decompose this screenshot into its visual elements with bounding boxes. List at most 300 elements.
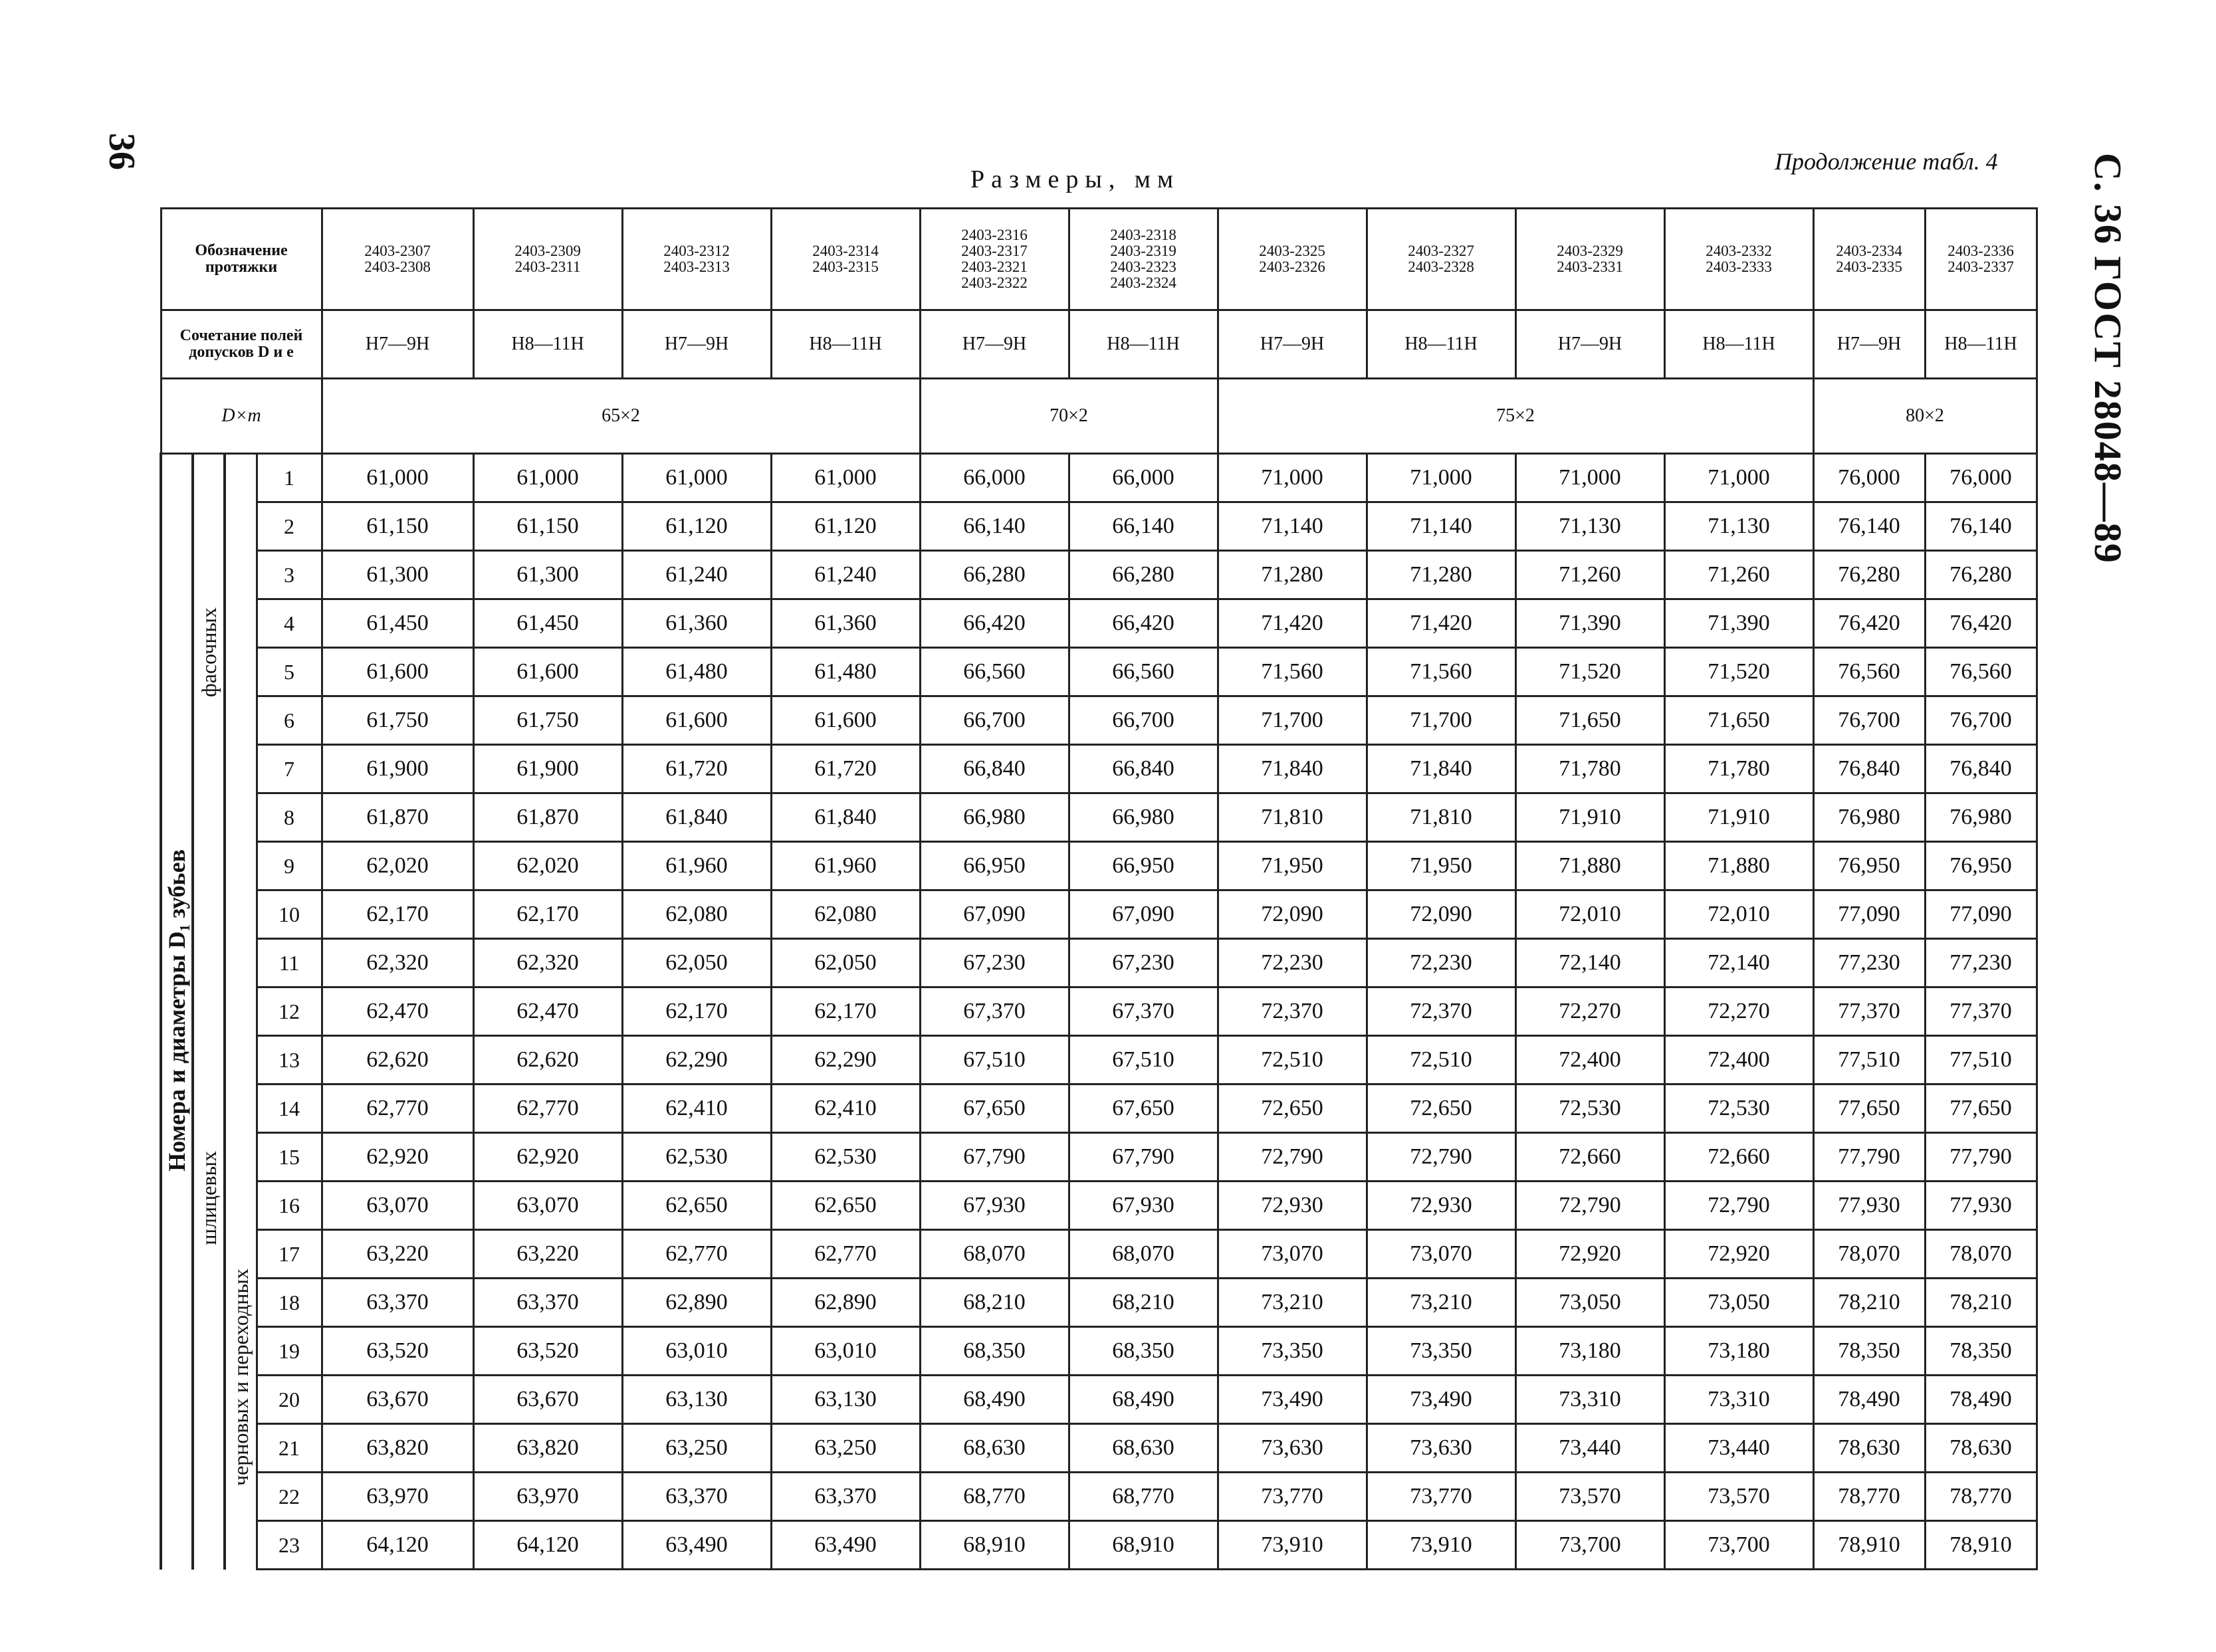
diameter-value: 68,350 <box>920 1327 1069 1376</box>
diameter-value: 68,070 <box>920 1230 1069 1279</box>
diameter-value: 71,810 <box>1367 793 1515 842</box>
diameter-value: 62,170 <box>622 987 771 1036</box>
diameter-value: 63,370 <box>622 1473 771 1521</box>
diameter-value: 68,630 <box>920 1424 1069 1473</box>
diameter-value: 71,280 <box>1367 551 1515 599</box>
diameter-value: 72,920 <box>1515 1230 1664 1279</box>
tooth-number: 2 <box>257 502 322 551</box>
diameter-value: 71,950 <box>1218 842 1367 890</box>
diameter-value: 62,410 <box>622 1084 771 1133</box>
diameter-value: 61,000 <box>322 454 473 502</box>
diameter-value: 61,480 <box>622 648 771 696</box>
diameter-value: 71,000 <box>1664 454 1813 502</box>
designation-code-line: 2403-2308 <box>364 258 431 275</box>
diameter-value: 62,020 <box>473 842 622 890</box>
diameter-value: 77,930 <box>1813 1182 1925 1230</box>
diameter-value: 72,090 <box>1367 890 1515 939</box>
designation-code-line: 2403-2317 <box>961 242 1028 259</box>
diameter-value: 63,250 <box>622 1424 771 1473</box>
designation-code-line: 2403-2313 <box>663 258 730 275</box>
designation-code-line: 2403-2329 <box>1557 242 1623 259</box>
table-row <box>161 1327 2037 1376</box>
diameter-value: 62,920 <box>473 1133 622 1182</box>
table-row <box>161 987 2037 1036</box>
table-row <box>161 939 2037 987</box>
diameter-value: 73,350 <box>1218 1327 1367 1376</box>
diameter-value: 77,090 <box>1813 890 1925 939</box>
tooth-number: 22 <box>257 1473 322 1521</box>
diameter-value: 61,900 <box>322 745 473 793</box>
diameter-value: 67,510 <box>1069 1036 1218 1084</box>
diameter-value: 61,840 <box>771 793 920 842</box>
designation-code <box>1515 209 1664 310</box>
diameter-value: 62,530 <box>622 1133 771 1182</box>
diameter-value: 62,020 <box>322 842 473 890</box>
diameter-value: 76,980 <box>1813 793 1925 842</box>
diameter-value: 72,530 <box>1515 1084 1664 1133</box>
diameter-value: 66,560 <box>1069 648 1218 696</box>
diameter-value: 68,350 <box>1069 1327 1218 1376</box>
diameter-value: 71,780 <box>1515 745 1664 793</box>
designation-label: Обозначение протяжки <box>161 209 322 310</box>
diameter-value: 73,490 <box>1218 1376 1367 1424</box>
designation-code-line: 2403-2333 <box>1706 258 1772 275</box>
diameter-value: 71,260 <box>1664 551 1813 599</box>
dimensions-table <box>160 207 2038 1570</box>
diameter-value: 61,300 <box>322 551 473 599</box>
diameter-value: 78,070 <box>1813 1230 1925 1279</box>
diameter-value: 61,840 <box>622 793 771 842</box>
designation-code <box>1367 209 1515 310</box>
diameter-value: 61,600 <box>622 696 771 745</box>
diameter-value: 73,310 <box>1515 1376 1664 1424</box>
dxm-group: 75×2 <box>1218 379 1813 454</box>
diameter-value: 73,910 <box>1367 1521 1515 1570</box>
table-row <box>161 1376 2037 1424</box>
diameter-value: 77,790 <box>1813 1133 1925 1182</box>
tooth-number: 14 <box>257 1084 322 1133</box>
diameter-value: 72,530 <box>1664 1084 1813 1133</box>
diameter-value: 71,390 <box>1515 599 1664 648</box>
table-row <box>161 1133 2037 1182</box>
diameter-value: 76,700 <box>1813 696 1925 745</box>
diameter-value: 76,560 <box>1925 648 2037 696</box>
diameter-value: 63,070 <box>322 1182 473 1230</box>
diameter-value: 63,490 <box>622 1521 771 1570</box>
diameter-value: 71,650 <box>1664 696 1813 745</box>
diameter-value: 61,360 <box>622 599 771 648</box>
diameter-value: 78,910 <box>1925 1521 2037 1570</box>
diameter-value: 72,790 <box>1218 1133 1367 1182</box>
diameter-value: 67,510 <box>920 1036 1069 1084</box>
diameter-value: 64,120 <box>322 1521 473 1570</box>
diameter-value: 61,360 <box>771 599 920 648</box>
diameter-value: 66,280 <box>1069 551 1218 599</box>
diameter-value: 61,600 <box>322 648 473 696</box>
diameter-value: 71,140 <box>1218 502 1367 551</box>
diameter-value: 73,910 <box>1218 1521 1367 1570</box>
diameter-value: 61,120 <box>771 502 920 551</box>
diameter-value: 63,220 <box>473 1230 622 1279</box>
diameter-value: 72,010 <box>1664 890 1813 939</box>
diameter-value: 68,070 <box>1069 1230 1218 1279</box>
diameter-value: 71,810 <box>1218 793 1367 842</box>
diameter-value: 62,050 <box>771 939 920 987</box>
diameter-value: 62,290 <box>622 1036 771 1084</box>
tolerance-cell: H7—9H <box>1813 310 1925 379</box>
diameter-value: 72,930 <box>1218 1182 1367 1230</box>
diameter-value: 78,770 <box>1925 1473 2037 1521</box>
tolerance-cell: H8—11H <box>1664 310 1813 379</box>
diameter-value: 71,420 <box>1218 599 1367 648</box>
designation-code-line: 2403-2319 <box>1110 242 1176 259</box>
tolerance-cell: H7—9H <box>1218 310 1367 379</box>
diameter-value: 73,310 <box>1664 1376 1813 1424</box>
designation-code-line: 2403-2316 <box>961 226 1028 243</box>
diameter-value: 73,180 <box>1664 1327 1813 1376</box>
diameter-value: 63,010 <box>622 1327 771 1376</box>
tooth-number: 13 <box>257 1036 322 1084</box>
tolerance-cell: H8—11H <box>771 310 920 379</box>
designation-code-line: 2403-2335 <box>1836 258 1902 275</box>
diameter-value: 73,700 <box>1664 1521 1813 1570</box>
tolerance-cell: H8—11H <box>1069 310 1218 379</box>
diameter-value: 72,230 <box>1367 939 1515 987</box>
diameter-value: 76,700 <box>1925 696 2037 745</box>
designation-code-line: 2403-2307 <box>364 242 431 259</box>
designation-code-line: 2403-2309 <box>514 242 581 259</box>
diameter-value: 63,070 <box>473 1182 622 1230</box>
diameter-value: 72,400 <box>1664 1036 1813 1084</box>
diameter-value: 62,650 <box>622 1182 771 1230</box>
diameter-value: 63,820 <box>322 1424 473 1473</box>
diameter-value: 78,910 <box>1813 1521 1925 1570</box>
diameter-value: 64,120 <box>473 1521 622 1570</box>
diameter-value: 73,050 <box>1664 1279 1813 1327</box>
diameter-value: 77,230 <box>1813 939 1925 987</box>
tooth-number: 18 <box>257 1279 322 1327</box>
designation-code-line: 2403-2312 <box>663 242 730 259</box>
diameter-value: 76,280 <box>1925 551 2037 599</box>
diameter-value: 76,140 <box>1925 502 2037 551</box>
diameter-value: 71,910 <box>1515 793 1664 842</box>
table-title: Размеры, мм <box>970 165 1180 193</box>
diameter-value: 67,790 <box>1069 1133 1218 1182</box>
diameter-value: 71,780 <box>1664 745 1813 793</box>
diameter-value: 62,320 <box>473 939 622 987</box>
diameter-value: 62,410 <box>771 1084 920 1133</box>
diameter-value: 76,840 <box>1813 745 1925 793</box>
dxm-group: 80×2 <box>1813 379 2037 454</box>
diameter-value: 71,880 <box>1515 842 1664 890</box>
diameter-value: 61,300 <box>473 551 622 599</box>
header-tolerance-row <box>161 310 2037 379</box>
diameter-value: 61,600 <box>473 648 622 696</box>
diameter-value: 68,910 <box>1069 1521 1218 1570</box>
diameter-value: 73,570 <box>1515 1473 1664 1521</box>
diameter-value: 63,520 <box>473 1327 622 1376</box>
designation-code-line: 2403-2322 <box>961 274 1028 292</box>
standard-header: С. 36 ГОСТ 28048—89 <box>2086 153 2130 564</box>
tooth-number: 11 <box>257 939 322 987</box>
tooth-number: 1 <box>257 454 322 502</box>
tooth-number: 20 <box>257 1376 322 1424</box>
diameter-value: 73,700 <box>1515 1521 1664 1570</box>
diameter-value: 78,350 <box>1813 1327 1925 1376</box>
designation-code-line: 2403-2324 <box>1110 274 1176 292</box>
diameter-value: 71,840 <box>1367 745 1515 793</box>
diameter-value: 73,070 <box>1367 1230 1515 1279</box>
diameter-value: 67,650 <box>920 1084 1069 1133</box>
diameter-value: 61,750 <box>473 696 622 745</box>
tooth-number: 19 <box>257 1327 322 1376</box>
diameter-value: 71,650 <box>1515 696 1664 745</box>
tolerance-label: Сочетание полей допусков D и e <box>161 310 322 379</box>
diameter-value: 61,870 <box>473 793 622 842</box>
diameter-value: 71,420 <box>1367 599 1515 648</box>
diameter-value: 66,980 <box>1069 793 1218 842</box>
designation-code <box>1069 209 1218 310</box>
diameter-value: 73,630 <box>1367 1424 1515 1473</box>
dxm-group: 65×2 <box>322 379 920 454</box>
diameter-value: 61,000 <box>622 454 771 502</box>
designation-code-line: 2403-2334 <box>1836 242 1902 259</box>
table-row <box>161 842 2037 890</box>
diameter-value: 76,560 <box>1813 648 1925 696</box>
table-row <box>161 502 2037 551</box>
diameter-value: 68,770 <box>1069 1473 1218 1521</box>
continuation-label: Продолжение табл. 4 <box>1775 148 1998 175</box>
diameter-value: 63,370 <box>771 1473 920 1521</box>
diameter-value: 72,270 <box>1664 987 1813 1036</box>
diameter-value: 63,820 <box>473 1424 622 1473</box>
diameter-value: 61,240 <box>622 551 771 599</box>
tooth-number: 4 <box>257 599 322 648</box>
diameter-value: 62,650 <box>771 1182 920 1230</box>
diameter-value: 66,420 <box>1069 599 1218 648</box>
diameter-value: 73,770 <box>1218 1473 1367 1521</box>
diameter-value: 62,530 <box>771 1133 920 1182</box>
diameter-value: 63,130 <box>771 1376 920 1424</box>
diameter-value: 78,630 <box>1925 1424 2037 1473</box>
diameter-value: 71,700 <box>1218 696 1367 745</box>
diameter-value: 63,490 <box>771 1521 920 1570</box>
designation-code-line: 2403-2311 <box>514 258 581 275</box>
designation-code-line: 2403-2325 <box>1259 242 1325 259</box>
diameter-value: 76,000 <box>1813 454 1925 502</box>
diameter-value: 72,010 <box>1515 890 1664 939</box>
diameter-value: 61,000 <box>473 454 622 502</box>
diameter-value: 73,210 <box>1218 1279 1367 1327</box>
diameter-value: 73,490 <box>1367 1376 1515 1424</box>
diameter-value: 68,210 <box>920 1279 1069 1327</box>
splined-label-cell <box>193 454 225 1570</box>
diameter-value: 66,000 <box>920 454 1069 502</box>
diameter-value: 78,210 <box>1813 1279 1925 1327</box>
diameter-value: 73,440 <box>1515 1424 1664 1473</box>
diameter-value: 72,660 <box>1664 1133 1813 1182</box>
diameter-value: 71,520 <box>1515 648 1664 696</box>
diameter-value: 76,420 <box>1925 599 2037 648</box>
splined-label: шлицевых <box>196 1151 221 1245</box>
designation-code-line: 2403-2326 <box>1259 258 1325 275</box>
diameter-value: 67,230 <box>1069 939 1218 987</box>
diameter-value: 62,770 <box>322 1084 473 1133</box>
designation-code-line: 2403-2331 <box>1557 258 1623 275</box>
diameter-value: 77,230 <box>1925 939 2037 987</box>
designation-code-line: 2403-2332 <box>1706 242 1772 259</box>
diameter-value: 61,960 <box>771 842 920 890</box>
diameter-value: 68,910 <box>920 1521 1069 1570</box>
tooth-number: 8 <box>257 793 322 842</box>
tolerance-cell: H8—11H <box>473 310 622 379</box>
tolerance-cell: H7—9H <box>920 310 1069 379</box>
table-row <box>161 1036 2037 1084</box>
diameter-value: 67,790 <box>920 1133 1069 1182</box>
diameter-value: 72,930 <box>1367 1182 1515 1230</box>
main-side-label-cell <box>161 454 193 1570</box>
designation-code-line: 2403-2318 <box>1110 226 1176 243</box>
diameter-value: 72,650 <box>1367 1084 1515 1133</box>
diameter-value: 72,790 <box>1515 1182 1664 1230</box>
diameter-value: 71,130 <box>1664 502 1813 551</box>
table-row <box>161 1473 2037 1521</box>
diameter-value: 61,720 <box>622 745 771 793</box>
diameter-value: 73,570 <box>1664 1473 1813 1521</box>
diameter-value: 68,490 <box>920 1376 1069 1424</box>
table-row <box>161 745 2037 793</box>
diameter-value: 71,390 <box>1664 599 1813 648</box>
diameter-value: 66,840 <box>920 745 1069 793</box>
table-row <box>161 1521 2037 1570</box>
diameter-value: 73,630 <box>1218 1424 1367 1473</box>
diameter-value: 76,000 <box>1925 454 2037 502</box>
diameter-value: 61,750 <box>322 696 473 745</box>
diameter-value: 63,970 <box>322 1473 473 1521</box>
diameter-value: 68,210 <box>1069 1279 1218 1327</box>
tooth-number: 16 <box>257 1182 322 1230</box>
diameter-value: 76,280 <box>1813 551 1925 599</box>
diameter-value: 62,170 <box>322 890 473 939</box>
diameter-value: 62,320 <box>322 939 473 987</box>
diameter-value: 62,770 <box>771 1230 920 1279</box>
diameter-value: 76,840 <box>1925 745 2037 793</box>
diameter-value: 73,770 <box>1367 1473 1515 1521</box>
diameter-value: 71,840 <box>1218 745 1367 793</box>
diameter-value: 77,650 <box>1813 1084 1925 1133</box>
diameter-value: 61,480 <box>771 648 920 696</box>
tooth-number: 17 <box>257 1230 322 1279</box>
diameter-value: 62,770 <box>622 1230 771 1279</box>
diameter-value: 67,230 <box>920 939 1069 987</box>
diameter-value: 61,150 <box>322 502 473 551</box>
diameter-value: 62,770 <box>473 1084 622 1133</box>
diameter-value: 66,700 <box>920 696 1069 745</box>
diameter-value: 63,670 <box>322 1376 473 1424</box>
table-row <box>161 793 2037 842</box>
diameter-value: 73,180 <box>1515 1327 1664 1376</box>
diameter-value: 62,470 <box>322 987 473 1036</box>
diameter-value: 66,700 <box>1069 696 1218 745</box>
diameter-value: 78,630 <box>1813 1424 1925 1473</box>
diameter-value: 62,050 <box>622 939 771 987</box>
table-row <box>161 1279 2037 1327</box>
diameter-value: 71,950 <box>1367 842 1515 890</box>
diameter-value: 77,510 <box>1813 1036 1925 1084</box>
diameter-value: 61,000 <box>771 454 920 502</box>
diameter-value: 62,080 <box>622 890 771 939</box>
diameter-value: 71,000 <box>1515 454 1664 502</box>
diameter-value: 72,510 <box>1218 1036 1367 1084</box>
tooth-number: 9 <box>257 842 322 890</box>
diameter-value: 67,370 <box>920 987 1069 1036</box>
diameter-value: 72,660 <box>1515 1133 1664 1182</box>
designation-code-line: 2403-2321 <box>961 258 1028 275</box>
diameter-value: 63,370 <box>322 1279 473 1327</box>
diameter-value: 72,400 <box>1515 1036 1664 1084</box>
header-designation-row <box>161 209 2037 310</box>
tolerance-cell: H7—9H <box>322 310 473 379</box>
diameter-value: 76,950 <box>1813 842 1925 890</box>
diameter-value: 61,450 <box>322 599 473 648</box>
designation-code <box>771 209 920 310</box>
table-row <box>161 599 2037 648</box>
diameter-value: 71,520 <box>1664 648 1813 696</box>
diameter-value: 77,650 <box>1925 1084 2037 1133</box>
tooth-number: 12 <box>257 987 322 1036</box>
rough-label-cell <box>225 454 257 1570</box>
diameter-value: 77,790 <box>1925 1133 2037 1182</box>
table-row <box>161 696 2037 745</box>
diameter-value: 72,790 <box>1664 1182 1813 1230</box>
diameter-value: 67,930 <box>1069 1182 1218 1230</box>
diameter-value: 72,790 <box>1367 1133 1515 1182</box>
diameter-value: 71,000 <box>1367 454 1515 502</box>
diameter-value: 71,700 <box>1367 696 1515 745</box>
header-dxm-row <box>161 379 2037 454</box>
diameter-value: 66,560 <box>920 648 1069 696</box>
diameter-value: 68,490 <box>1069 1376 1218 1424</box>
diameter-value: 61,120 <box>622 502 771 551</box>
diameter-value: 67,930 <box>920 1182 1069 1230</box>
diameter-value: 72,920 <box>1664 1230 1813 1279</box>
diameter-value: 62,890 <box>771 1279 920 1327</box>
diameter-value: 62,620 <box>322 1036 473 1084</box>
tolerance-cell: H7—9H <box>1515 310 1664 379</box>
tooth-number: 15 <box>257 1133 322 1182</box>
table-row <box>161 1424 2037 1473</box>
diameter-value: 63,250 <box>771 1424 920 1473</box>
diameter-value: 62,620 <box>473 1036 622 1084</box>
diameter-value: 73,070 <box>1218 1230 1367 1279</box>
designation-code <box>1925 209 2037 310</box>
diameter-value: 62,290 <box>771 1036 920 1084</box>
diameter-value: 67,370 <box>1069 987 1218 1036</box>
tooth-number: 5 <box>257 648 322 696</box>
diameter-value: 68,770 <box>920 1473 1069 1521</box>
page-number: 36 <box>101 133 142 170</box>
diameter-value: 72,370 <box>1367 987 1515 1036</box>
diameter-value: 73,440 <box>1664 1424 1813 1473</box>
table-row <box>161 648 2037 696</box>
diameter-value: 66,000 <box>1069 454 1218 502</box>
designation-code <box>473 209 622 310</box>
diameter-value: 62,890 <box>622 1279 771 1327</box>
diameter-value: 66,950 <box>920 842 1069 890</box>
diameter-value: 71,280 <box>1218 551 1367 599</box>
diameter-value: 71,910 <box>1664 793 1813 842</box>
designation-code <box>322 209 473 310</box>
